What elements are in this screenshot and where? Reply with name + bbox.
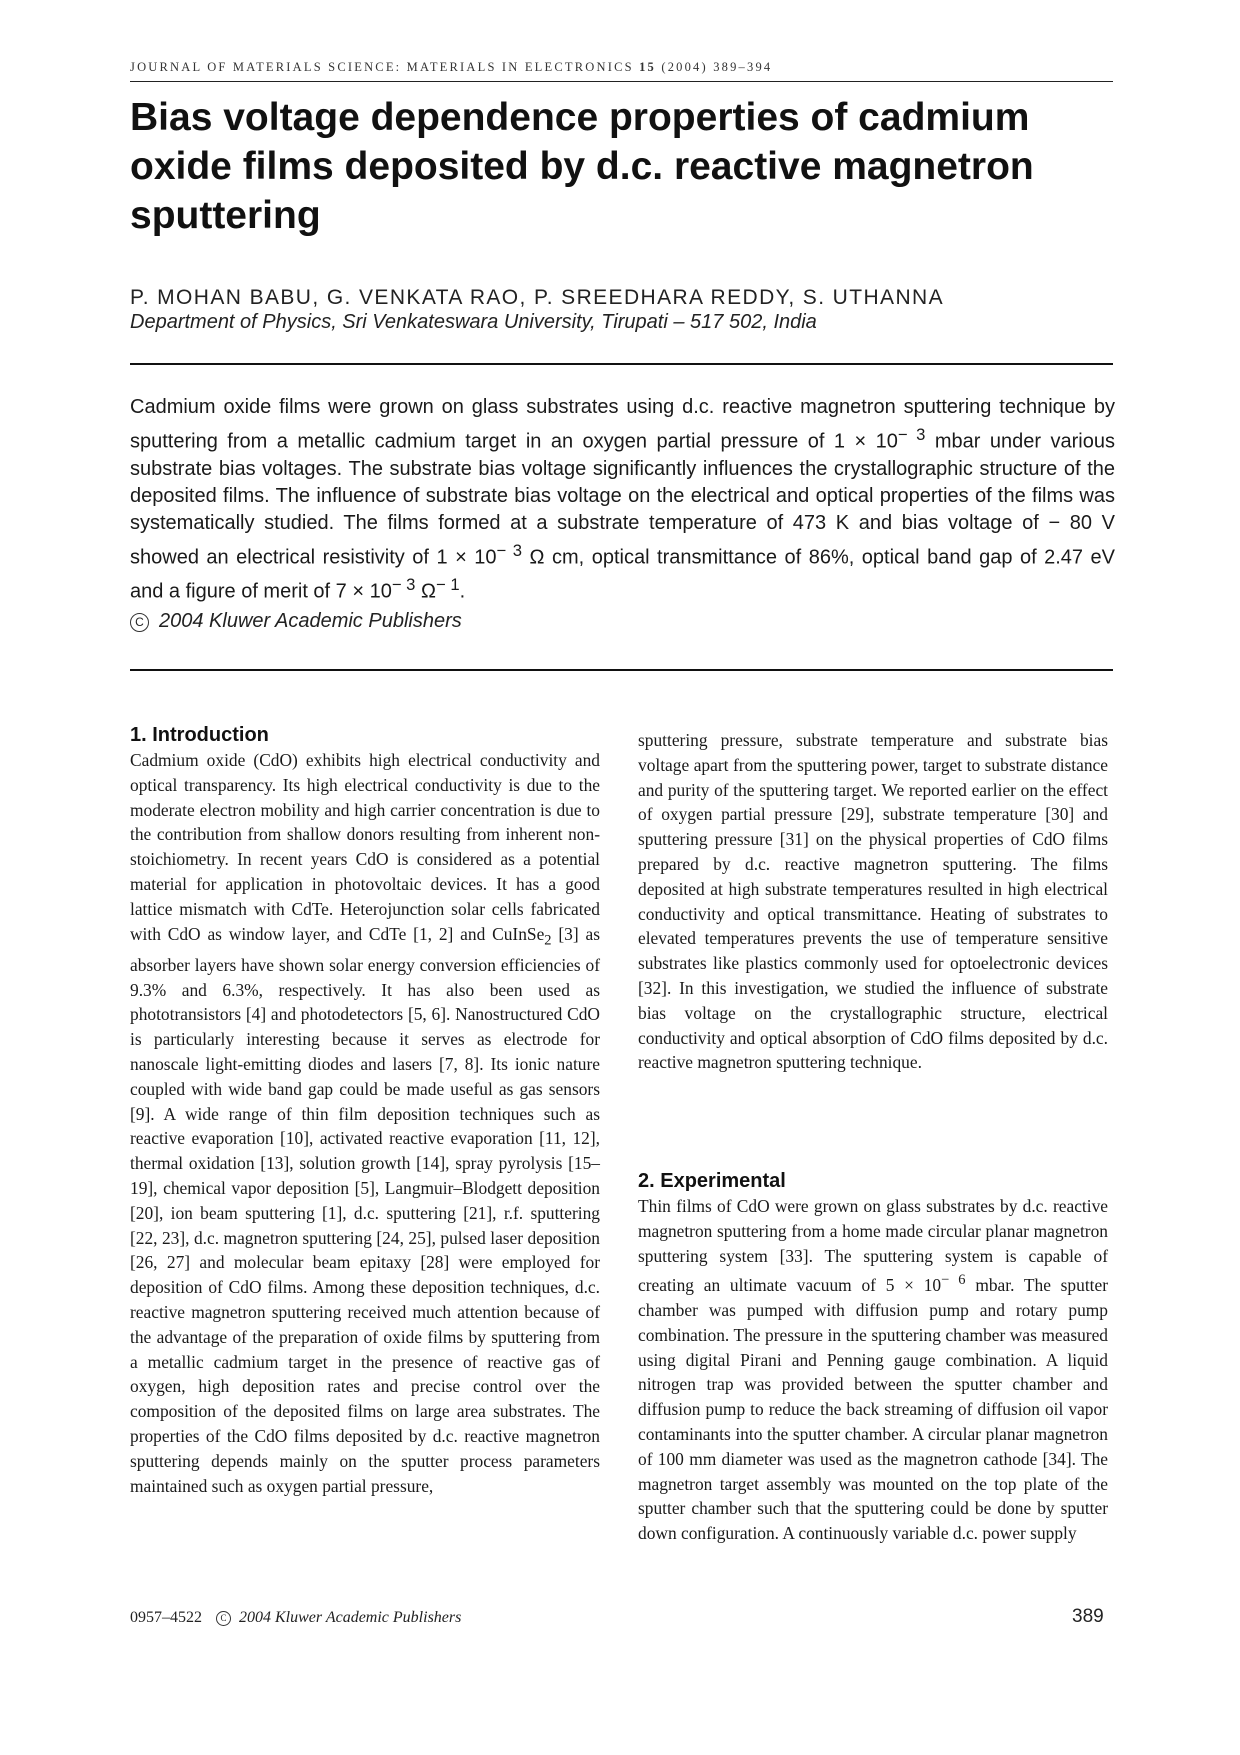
experimental-exponent: − 6	[941, 1272, 966, 1289]
journal-name: JOURNAL OF MATERIALS SCIENCE: MATERIALS IN ELECTRONICS	[130, 60, 634, 74]
experimental-text-1: Thin films of CdO were grown on glass substrates by d.c. reactive magnetron sputtering from a home made circular planar magnetron sputtering system [33]. The sputtering system is capable of creating an ultimate vacuum of 5 × 10	[638, 1196, 1108, 1296]
page-number: 389	[1072, 1606, 1104, 1627]
copyright-icon: C	[216, 1611, 231, 1626]
introduction-paragraph-continued: sputtering pressure, substrate temperature and substrate bias voltage apart from the sputtering power, target to substrate distance and purity of the sputtering target. We reported earlier on the effect of oxygen partial pressure [29], substrate temperature [30] and sputtering pressure [31] on the physical properties of CdO films prepared by d.c. reactive magnetron sputtering. The films deposited at high substrate temperatures resulted in high electrical conductivity and optical transmittance. Heating of substrates to elevated temperatures prevents the use of temperature sensitive substrates like plastics commonly used for optoelectronic devices [32]. In this investigation, we studied the influence of substrate bias voltage on the crystallographic structure, electrical conductivity and optical absorption of CdO films deposited by d.c. reactive magnetron sputtering technique.	[638, 730, 1108, 1073]
abstract-text-1: Cadmium oxide films were grown on glass substrates using d.c. reactive magnetron sputtering technique by sputtering from a metallic cadmium target in an oxygen partial pressure of 1 × 10	[130, 396, 1115, 453]
article-affiliation: Department of Physics, Sri Venkateswara University, Tirupati – 517 502, India	[130, 311, 817, 333]
subscript: 2	[544, 932, 552, 949]
footer-issn: 0957–4522	[130, 1609, 202, 1626]
abstract-exponent: − 3	[391, 575, 416, 595]
abstract-copyright	[130, 610, 1030, 633]
column-left	[130, 722, 600, 1498]
section-heading-introduction: 1. Introduction	[130, 724, 269, 746]
section-heading-experimental: 2. Experimental	[638, 1170, 786, 1192]
abstract-text-2: mbar under various substrate bias voltages. The substrate bias voltage significantly influences the crystallographic structure of the deposited films. The influence of substrate bias voltage on the electrical and optical properties of the films was systematically studied. The films formed at a substrate temperature of 473 K and bias voltage of − 80 V showed an electrical resistivity of 1 × 10	[130, 430, 1115, 569]
abstract-rule-top	[130, 363, 1113, 365]
journal-running-header	[130, 60, 1110, 75]
introduction-paragraph	[130, 748, 600, 1498]
footer-publisher: 2004 Kluwer Academic Publishers	[239, 1609, 462, 1626]
abstract-exponent: − 3	[897, 425, 926, 444]
introduction-text-2: [3] as absorber layers have shown solar energy conversion efficiencies of 9.3% and 6.3%, respectively. It has also been used as phototransistors [4] and photodetectors [5, 6]. Nanostructured CdO is particularly interesting because it serves as electrode for nanoscale light-emitting diodes and lasers [7, 8]. Its ionic nature coupled with wide band gap could be made useful as gas sensors [9]. A wide range of thin film deposition techniques such as reactive evaporation [10], activated reactive evaporation [11, 12], thermal oxidation [13], solution growth [14], spray pyrolysis [15–19], chemical vapor deposition [5], Langmuir–Blodgett deposition [20], ion beam sputtering [1], d.c. sputtering [21], r.f. sputtering [22, 23], d.c. magnetron sputtering [24, 25], pulsed laser deposition [26, 27] and molecular beam epitaxy [28] were employed for deposition of CdO films. Among these deposition techniques, d.c. reactive magnetron sputtering received much attention because of the advantage of the preparation of oxide films by sputtering from a metallic cadmium target in the presence of reactive gas of oxygen, high deposition rates and precise control over the composition of the deposited films on large area substrates. The properties of the CdO films deposited by d.c. reactive magnetron sputtering depends mainly on the sputter process parameters maintained such as oxygen partial pressure,	[130, 923, 601, 1496]
journal-year-pages: (2004) 389–394	[661, 60, 773, 74]
experimental-paragraph	[638, 1194, 1108, 1546]
page-footer	[130, 1609, 461, 1627]
copyright-icon: C	[130, 613, 149, 632]
abstract-copyright-text: 2004 Kluwer Academic Publishers	[159, 610, 462, 632]
abstract-rule-bottom	[130, 669, 1113, 671]
abstract	[130, 394, 1115, 606]
abstract-text-5: .	[459, 580, 466, 603]
column-right	[638, 728, 1108, 1075]
abstract-exponent: − 3	[496, 540, 523, 560]
introduction-text-1: Cadmium oxide (CdO) exhibits high electrical conductivity and optical transparency. Its high electrical conductivity is due to the moderate electron mobility and high carrier concentration is due to the contribution from shallow donors resulting from inherent non-stoichiometry. In recent years CdO is considered as a potential material for application in photovoltaic devices. It has a good lattice mismatch with CdTe. Heterojunction solar cells fabricated with CdO as window layer, and CdTe [1, 2] and CuInSe	[130, 750, 600, 944]
abstract-exponent: − 1	[435, 575, 460, 595]
experimental-section	[638, 1168, 1108, 1546]
abstract-text-3: Ω cm, optical transmittance of 86%, optical band gap of 2.47 eV and a figure of merit of 7 × 10	[130, 546, 1116, 603]
header-rule	[130, 81, 1113, 82]
experimental-text-2: mbar. The sputter chamber was pumped with diffusion pump and rotary pump combination. The pressure in the sputtering chamber was measured using digital Pirani and Penning gauge combination. A liquid nitrogen trap was provided between the sputter chamber and diffusion pump to reduce the back streaming of diffusion oil vapor contaminants into the sputter chamber. A circular planar magnetron of 100 mm diameter was used as the magnetron cathode [34]. The magnetron target assembly was mounted on the top plate of the sputter chamber such that the sputtering could be done by sputter down configuration. A continuously variable d.c. power supply	[638, 1275, 1108, 1544]
article-authors: P. MOHAN BABU, G. VENKATA RAO, P. SREEDHARA REDDY, S. UTHANNA	[130, 286, 944, 309]
abstract-text-4: Ω	[415, 580, 436, 603]
article-title: Bias voltage dependence properties of cadmium oxide films deposited by d.c. reactive magnetron sputtering	[130, 96, 1034, 237]
journal-volume: 15	[639, 60, 657, 74]
